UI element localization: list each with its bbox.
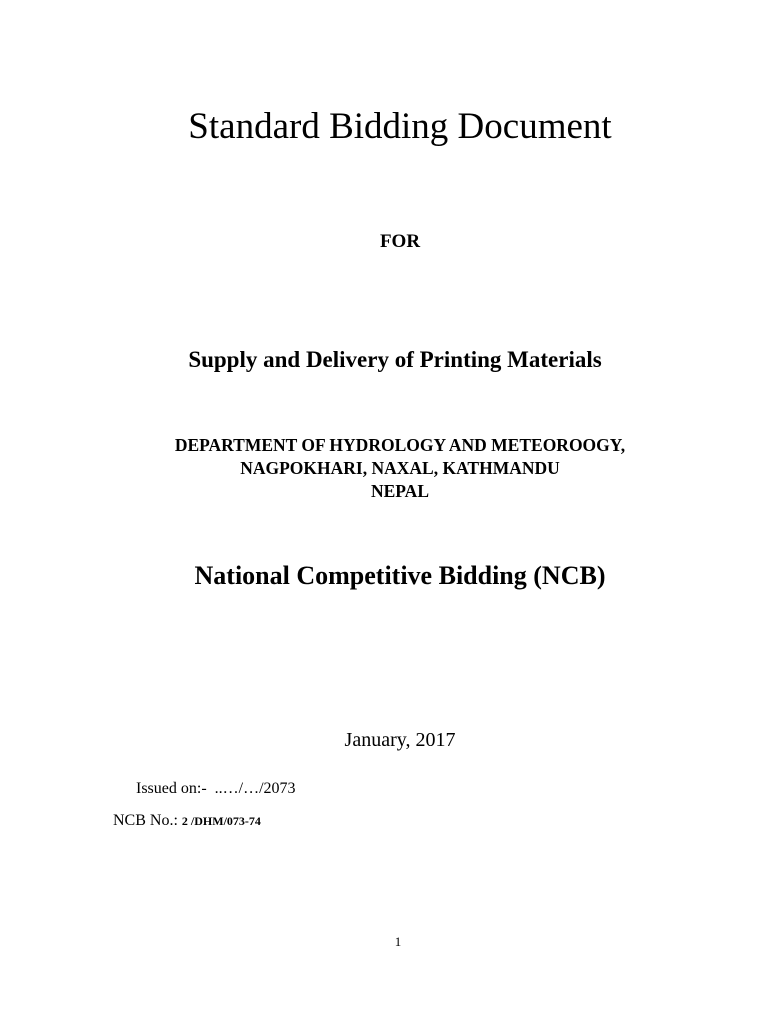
for-label: FOR [379,231,421,252]
ncb-label: NCB No.: [113,812,178,829]
issued-label: Issued on:- [136,780,207,797]
document-title: Standard Bidding Document [188,106,612,147]
department-block [15,434,770,503]
document-date: January, 2017 [344,729,456,751]
issued-value: ..…/…/2073 [214,780,296,797]
department-line-2: NAGPOKHARI, NAXAL, KATHMANDU [240,458,560,478]
issued-on [136,779,296,799]
bidding-type-heading: National Competitive Bidding (NCB) [194,561,606,590]
subject-heading: Supply and Delivery of Printing Materials [188,347,602,372]
ncb-number: 2 /DHM/073-74 [181,814,261,828]
department-line-1: DEPARTMENT OF HYDROLOGY AND METEOROOGY, [174,435,626,455]
page-number: 1 [394,934,402,949]
ncb-number-line [113,811,261,831]
department-line-3: NEPAL [370,481,429,501]
